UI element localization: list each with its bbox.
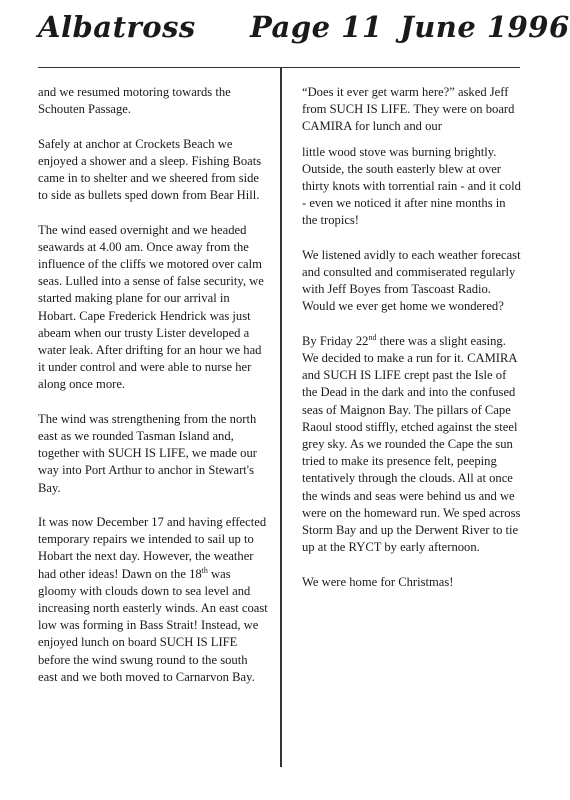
column-divider (280, 67, 282, 767)
left-column (38, 84, 268, 703)
paragraph (302, 333, 524, 557)
issue-date: June 1996 (400, 10, 570, 44)
page-header (22, 10, 570, 52)
paragraph: little wood stove was burning brightly. Outside, the south easterly blew at over thirty knots with torrential rain - and it cold - even we noticed it after nine months in the tropics! (302, 144, 521, 228)
ordinal-suffix: th (201, 565, 208, 575)
right-column (302, 84, 524, 608)
paragraph: “Does it ever get warm here?” asked Jeff from SUCH IS LIFE. They were on board CAMIRA for lunch and our (302, 85, 515, 134)
page-number: Page 11 (250, 10, 383, 44)
paragraph-text: It was now December 17 and having effected temporary repairs we intended to sail up to Hobart the next day. However, the weather had other ideas! Dawn on the 18 (38, 515, 267, 581)
paragraph: The wind was strengthening from the north east as we rounded Tasman Island and, together with SUCH IS LIFE, we made our way into Port Arthur to anchor in Stewart's Bay. (38, 411, 257, 495)
header-divider (38, 67, 520, 68)
newsletter-title: Albatross (38, 10, 196, 44)
paragraph-text: was gloomy with clouds down to sea level and increasing north easterly winds. An east coast low was forming in Bass Strait! Instead, we enjoyed lunch on board SUCH IS LIFE before the wind swung round to the south east and we both moved to Carnarvon Bay. (38, 566, 268, 684)
paragraph: The wind eased overnight and we headed seawards at 4.00 am. Once away from the influence of the cliffs we motored over calm seas. Lulled into a sense of false security, we started making plane for our arrival in Hobart. Cape Frederick Hendrick was just abeam when our trusty Lister developed a water leak. After drifting for an hour we had it under control and were able to nurse her along once more. (38, 222, 264, 392)
paragraph: Safely at anchor at Crockets Beach we enjoyed a shower and a sleep. Fishing Boats came in to shelter and we sheered from side to side as bullets sped down from Bear Hill. (38, 136, 262, 203)
paragraph-text: there was a slight easing. We decided to make a run for it. CAMIRA and SUCH IS LIFE crept past the Isle of the Dead in the dark and into the confused seas of Maignon Bay. The pillars of Cape Raoul stood stiffly, etched against the steel grey sky. As we rounded the Cape the sun tried to make its presence felt, peeping tentatively through the clouds. All at once the winds and seas were behind us and we were on the homeward run. We sped across Storm Bay and up the Derwent River to tie up at the RYCT by early afternoon. (302, 333, 521, 555)
paragraph: and we resumed motoring towards the Schouten Passage. (38, 85, 231, 117)
paragraph (38, 514, 268, 686)
paragraph-text: By Friday 22 (302, 333, 369, 348)
paragraph: We were home for Christmas! (302, 574, 454, 589)
ordinal-suffix: nd (368, 332, 377, 342)
paragraph: We listened avidly to each weather forecast and consulted and commiserated regularly with Jeff Boyes from Tascoast Radio. Would we ever get home we wondered? (302, 247, 521, 314)
